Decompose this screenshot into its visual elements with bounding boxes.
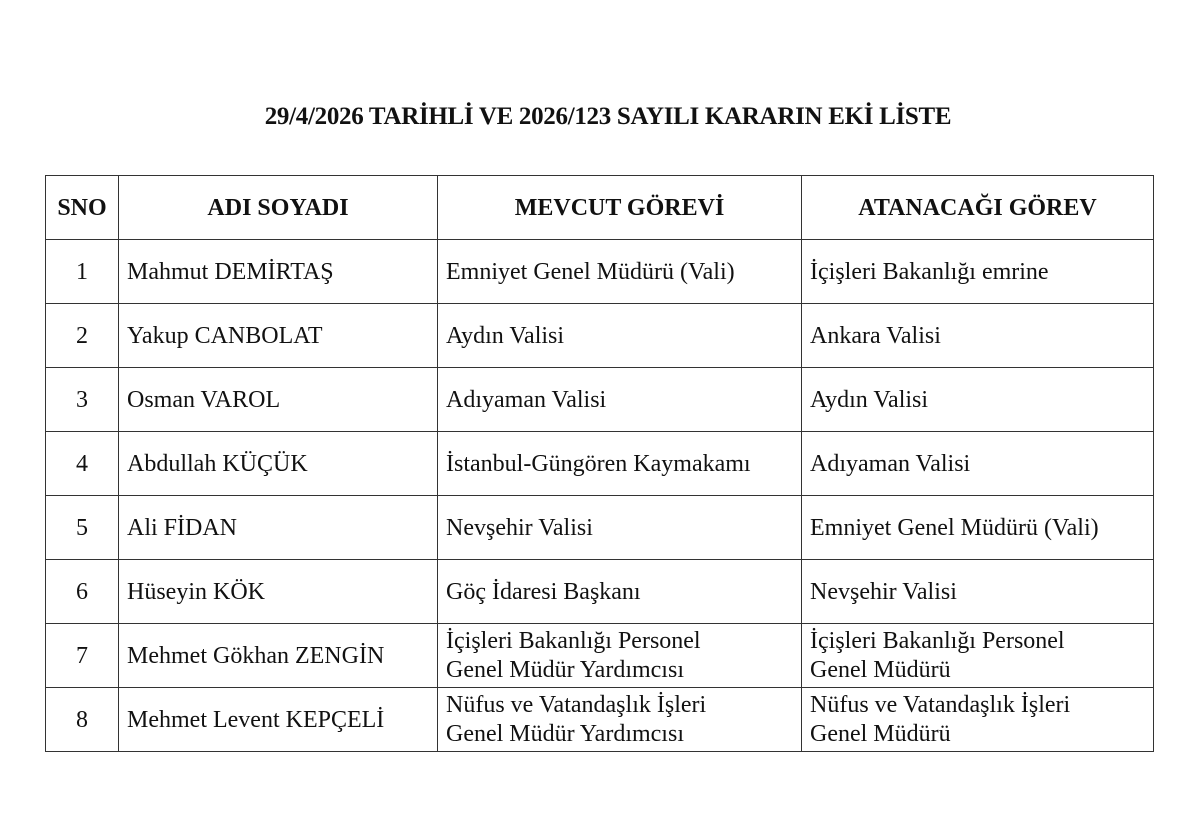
cell-current-position — [438, 368, 802, 432]
cell-name: Hüseyin KÖK — [119, 560, 438, 624]
table-row — [46, 304, 1154, 368]
cell-current-position — [438, 432, 802, 496]
cell-name: Mahmut DEMİRTAŞ — [119, 240, 438, 304]
table-row — [46, 688, 1154, 752]
cell-current-position — [438, 688, 802, 752]
cell-current-position — [438, 624, 802, 688]
appointment-list-table — [45, 175, 1154, 752]
table-row — [46, 624, 1154, 688]
position-line: Aydın Valisi — [810, 386, 929, 413]
table-row — [46, 432, 1154, 496]
position-line: Adıyaman Valisi — [446, 386, 607, 413]
cell-sno: 1 — [46, 240, 119, 304]
position-line: Nüfus ve Vatandaşlık İşleri — [446, 691, 707, 718]
position-line: Emniyet Genel Müdürü (Vali) — [446, 258, 735, 285]
cell-sno: 3 — [46, 368, 119, 432]
cell-name: Abdullah KÜÇÜK — [119, 432, 438, 496]
cell-new-position — [802, 432, 1154, 496]
header-new-position: ATANACAĞI GÖREV — [802, 176, 1154, 240]
header-name: ADI SOYADI — [119, 176, 438, 240]
position-line: Genel Müdürü — [810, 720, 951, 747]
table-body — [46, 240, 1154, 752]
cell-current-position — [438, 560, 802, 624]
cell-name: Mehmet Levent KEPÇELİ — [119, 688, 438, 752]
position-line: Emniyet Genel Müdürü (Vali) — [810, 514, 1099, 541]
cell-new-position — [802, 560, 1154, 624]
document-title: 29/4/2026 TARİHLİ VE 2026/123 SAYILI KARARIN EKİ LİSTE — [264, 103, 952, 130]
cell-new-position — [802, 688, 1154, 752]
position-line: Ankara Valisi — [810, 322, 941, 349]
cell-sno: 4 — [46, 432, 119, 496]
position-line: Genel Müdürü — [810, 656, 951, 683]
cell-name: Ali FİDAN — [119, 496, 438, 560]
position-line: Aydın Valisi — [446, 322, 565, 349]
position-line: İçişleri Bakanlığı emrine — [810, 258, 1049, 285]
cell-new-position — [802, 368, 1154, 432]
table-row — [46, 560, 1154, 624]
table-row — [46, 496, 1154, 560]
cell-new-position — [802, 624, 1154, 688]
cell-name: Mehmet Gökhan ZENGİN — [119, 624, 438, 688]
cell-name: Yakup CANBOLAT — [119, 304, 438, 368]
position-line: İçişleri Bakanlığı Personel — [446, 627, 701, 654]
cell-sno: 7 — [46, 624, 119, 688]
cell-current-position — [438, 240, 802, 304]
cell-sno: 2 — [46, 304, 119, 368]
header-sno: SNO — [46, 176, 119, 240]
position-line: İstanbul-Güngören Kaymakamı — [446, 450, 751, 477]
header-current-position: MEVCUT GÖREVİ — [438, 176, 802, 240]
cell-new-position — [802, 240, 1154, 304]
cell-current-position — [438, 496, 802, 560]
position-line: Nevşehir Valisi — [446, 514, 593, 541]
cell-sno: 6 — [46, 560, 119, 624]
position-line: Adıyaman Valisi — [810, 450, 971, 477]
table-header-row — [46, 176, 1154, 240]
position-line: Göç İdaresi Başkanı — [446, 578, 641, 605]
cell-sno: 8 — [46, 688, 119, 752]
position-line: Genel Müdür Yardımcısı — [446, 656, 684, 683]
cell-new-position — [802, 496, 1154, 560]
position-line: İçişleri Bakanlığı Personel — [810, 627, 1065, 654]
position-line: Nevşehir Valisi — [810, 578, 957, 605]
position-line: Genel Müdür Yardımcısı — [446, 720, 684, 747]
cell-current-position — [438, 304, 802, 368]
cell-new-position — [802, 304, 1154, 368]
table-row — [46, 240, 1154, 304]
position-line: Nüfus ve Vatandaşlık İşleri — [810, 691, 1071, 718]
cell-name: Osman VAROL — [119, 368, 438, 432]
cell-sno: 5 — [46, 496, 119, 560]
table-row — [46, 368, 1154, 432]
